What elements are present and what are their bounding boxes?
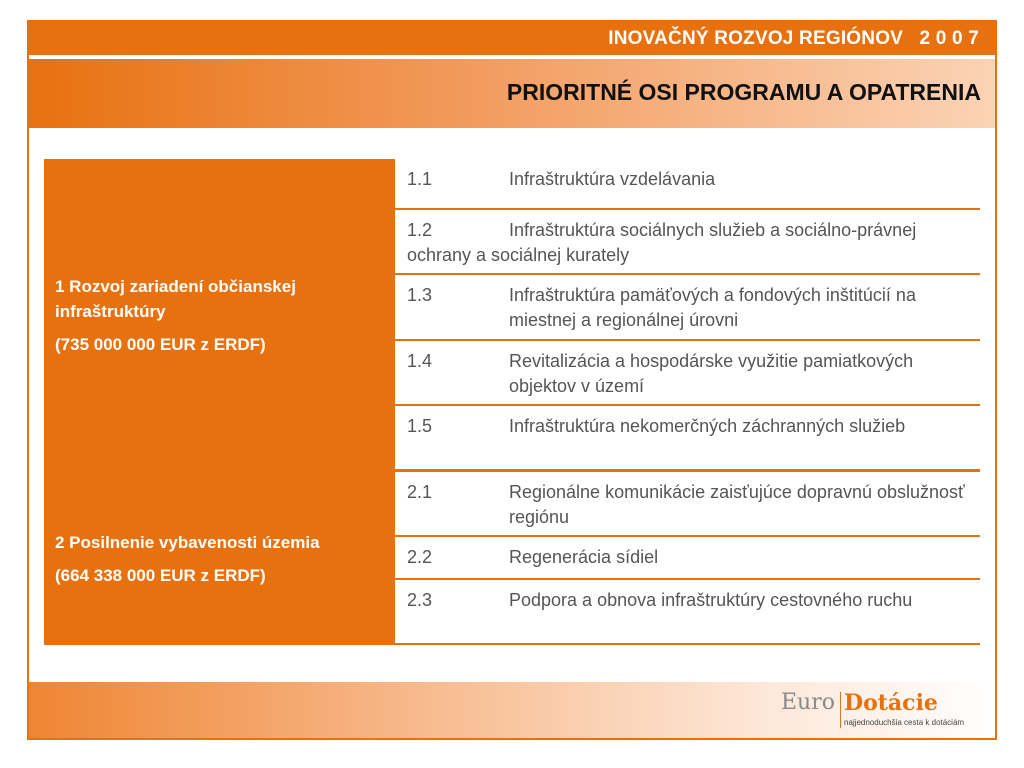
measure-text: Podpora a obnova infraštruktúry cestovného ruchu	[509, 590, 913, 610]
measure-row	[395, 406, 980, 471]
priority-name: 2 Posilnenie vybavenosti územia	[55, 532, 320, 552]
slide-frame	[27, 20, 997, 740]
top-bar	[29, 22, 995, 55]
measure-number: 1.2	[407, 220, 433, 240]
logo-tagline: najjednoduchšia cesta k dotáciám	[844, 718, 965, 727]
measure-row	[395, 210, 980, 275]
measure-number: 1.5	[407, 416, 433, 436]
measure-row	[395, 537, 980, 580]
priority-cell	[44, 472, 395, 645]
logo-euro-text: Euro	[781, 690, 835, 715]
measure-list	[395, 472, 980, 645]
priority-name: 1 Rozvoj zariadení občianskej infraštruktúry	[55, 276, 296, 321]
priority-group-1	[44, 159, 980, 471]
measure-text: Revitalizácia a hospodárske využitie pamiatkových objektov v území	[509, 351, 914, 396]
measure-text: Infraštruktúra sociálnych služieb a sociálno-právnej ochrany a sociálnej kurately	[407, 220, 917, 265]
page-title: PRIORITNÉ OSI PROGRAMU A OPATRENIA	[506, 79, 981, 105]
priority-table	[44, 159, 980, 645]
measure-number: 2.1	[407, 482, 433, 502]
brand-text: INOVAČNÝ ROZVOJ REGIÓNOV 2 0 0 7	[608, 28, 979, 49]
measure-number: 2.2	[407, 547, 433, 567]
measure-number: 1.1	[407, 169, 433, 189]
measure-row	[395, 341, 980, 406]
measure-list	[395, 159, 980, 471]
measure-text: Infraštruktúra vzdelávania	[509, 169, 716, 189]
measure-text: Regenerácia sídiel	[509, 547, 659, 567]
measure-row	[395, 159, 980, 210]
measure-number: 1.4	[407, 351, 433, 371]
footer-bar	[29, 682, 995, 738]
title-bar	[29, 59, 995, 128]
logo-dotacie-text: Dotácie	[844, 690, 938, 716]
measure-number: 2.3	[407, 590, 433, 610]
priority-group-2	[44, 471, 980, 645]
measure-text: Infraštruktúra nekomerčných záchranných služieb	[509, 416, 906, 436]
logo-divider	[840, 692, 841, 728]
measure-number: 1.3	[407, 285, 433, 305]
priority-amount: (664 338 000 EUR z ERDF)	[55, 565, 266, 585]
measure-text: Regionálne komunikácie zaisťujúce dopravnú obslužnosť regiónu	[509, 482, 965, 527]
measure-row	[395, 472, 980, 537]
measure-text: Infraštruktúra pamäťových a fondových inštitúcií na miestnej a regionálnej úrovni	[509, 285, 916, 330]
priority-amount: (735 000 000 EUR z ERDF)	[55, 334, 266, 354]
priority-cell	[44, 159, 395, 471]
measure-row	[395, 580, 980, 645]
measure-row	[395, 275, 980, 341]
